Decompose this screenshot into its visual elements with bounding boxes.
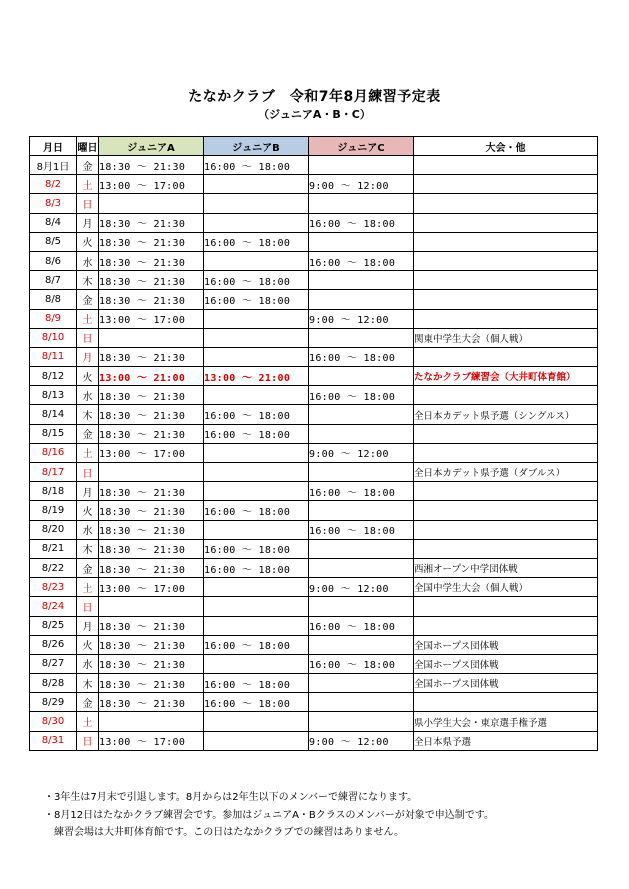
date-cell: 8/9 bbox=[30, 309, 77, 328]
weekday-cell: 金 bbox=[77, 424, 99, 443]
junior-a-cell bbox=[99, 597, 204, 616]
weekday-cell: 水 bbox=[77, 386, 99, 405]
table-row bbox=[30, 635, 598, 654]
date-cell: 8/22 bbox=[30, 558, 77, 577]
junior-c-cell bbox=[309, 328, 414, 347]
table-row bbox=[30, 674, 598, 693]
event-cell bbox=[414, 175, 598, 194]
weekday-cell: 金 bbox=[77, 156, 99, 175]
event-cell bbox=[414, 616, 598, 635]
table-row bbox=[30, 213, 598, 232]
weekday-cell: 月 bbox=[77, 482, 99, 501]
table-row bbox=[30, 175, 598, 194]
junior-a-cell: 18:30 ～ 21:30 bbox=[99, 251, 204, 270]
junior-a-cell: 13:00 ～ 17:00 bbox=[99, 443, 204, 462]
junior-a-cell: 18:30 ～ 21:30 bbox=[99, 693, 204, 712]
junior-c-cell bbox=[309, 232, 414, 251]
date-cell: 8/6 bbox=[30, 251, 77, 270]
event-cell bbox=[414, 309, 598, 328]
junior-b-cell: 16:00 ～ 18:00 bbox=[204, 405, 309, 424]
junior-b-cell bbox=[204, 520, 309, 539]
junior-c-cell bbox=[309, 635, 414, 654]
junior-b-cell bbox=[204, 482, 309, 501]
weekday-cell: 土 bbox=[77, 309, 99, 328]
weekday-cell: 日 bbox=[77, 731, 99, 750]
event-cell: 全国ホープス団体戦 bbox=[414, 674, 598, 693]
weekday-cell: 木 bbox=[77, 271, 99, 290]
weekday-cell: 水 bbox=[77, 251, 99, 270]
junior-b-cell bbox=[204, 578, 309, 597]
junior-c-cell: 16:00 ～ 18:00 bbox=[309, 654, 414, 673]
weekday-cell: 金 bbox=[77, 290, 99, 309]
table-row bbox=[30, 386, 598, 405]
date-cell: 8/10 bbox=[30, 328, 77, 347]
junior-a-cell: 13:00 ～ 17:00 bbox=[99, 175, 204, 194]
event-cell: 県小学生大会・東京選手権予選 bbox=[414, 712, 598, 731]
junior-c-cell bbox=[309, 194, 414, 213]
junior-c-cell bbox=[309, 597, 414, 616]
table-row bbox=[30, 616, 598, 635]
junior-b-cell bbox=[204, 443, 309, 462]
junior-b-cell: 16:00 ～ 18:00 bbox=[204, 635, 309, 654]
event-cell bbox=[414, 290, 598, 309]
date-cell: 8/11 bbox=[30, 347, 77, 366]
header-event: 大会・他 bbox=[414, 137, 598, 156]
junior-c-cell: 9:00 ～ 12:00 bbox=[309, 175, 414, 194]
weekday-cell: 火 bbox=[77, 367, 99, 386]
table-row bbox=[30, 693, 598, 712]
schedule-table bbox=[29, 136, 598, 751]
junior-c-cell bbox=[309, 271, 414, 290]
junior-a-cell: 13:00 ～ 17:00 bbox=[99, 578, 204, 597]
junior-a-cell bbox=[99, 328, 204, 347]
junior-c-cell bbox=[309, 367, 414, 386]
junior-c-cell: 16:00 ～ 18:00 bbox=[309, 251, 414, 270]
event-cell: 全日本カデット県予選（ダブルス） bbox=[414, 463, 598, 482]
junior-b-cell: 16:00 ～ 18:00 bbox=[204, 290, 309, 309]
date-cell: 8/16 bbox=[30, 443, 77, 462]
junior-a-cell: 13:00 ～ 17:00 bbox=[99, 731, 204, 750]
notes bbox=[44, 789, 494, 842]
event-cell bbox=[414, 271, 598, 290]
page-title: たなかクラブ 令和7年8月練習予定表 bbox=[188, 89, 441, 105]
weekday-cell: 木 bbox=[77, 539, 99, 558]
junior-c-cell bbox=[309, 501, 414, 520]
date-cell: 8/29 bbox=[30, 693, 77, 712]
event-cell bbox=[414, 156, 598, 175]
table-row bbox=[30, 328, 598, 347]
junior-c-cell: 16:00 ～ 18:00 bbox=[309, 213, 414, 232]
table-row bbox=[30, 539, 598, 558]
date-cell: 8/7 bbox=[30, 271, 77, 290]
junior-b-cell bbox=[204, 328, 309, 347]
table-row bbox=[30, 597, 598, 616]
weekday-cell: 火 bbox=[77, 635, 99, 654]
event-cell bbox=[414, 520, 598, 539]
weekday-cell: 木 bbox=[77, 674, 99, 693]
table-row bbox=[30, 424, 598, 443]
junior-b-cell: 16:00 ～ 18:00 bbox=[204, 539, 309, 558]
header-junior-a: ジュニアA bbox=[99, 137, 204, 156]
table-row bbox=[30, 443, 598, 462]
event-cell bbox=[414, 251, 598, 270]
weekday-cell: 土 bbox=[77, 712, 99, 731]
event-cell: 全日本県予選 bbox=[414, 731, 598, 750]
junior-a-cell: 18:30 ～ 21:30 bbox=[99, 347, 204, 366]
junior-a-cell: 18:30 ～ 21:30 bbox=[99, 635, 204, 654]
table-row bbox=[30, 347, 598, 366]
junior-a-cell: 18:30 ～ 21:30 bbox=[99, 616, 204, 635]
junior-a-cell: 18:30 ～ 21:30 bbox=[99, 271, 204, 290]
weekday-cell: 土 bbox=[77, 578, 99, 597]
event-cell bbox=[414, 232, 598, 251]
header-dow: 曜日 bbox=[77, 137, 99, 156]
junior-b-cell: 16:00 ～ 18:00 bbox=[204, 558, 309, 577]
date-cell: 8/18 bbox=[30, 482, 77, 501]
event-cell bbox=[414, 213, 598, 232]
date-cell: 8/24 bbox=[30, 597, 77, 616]
junior-b-cell: 16:00 ～ 18:00 bbox=[204, 674, 309, 693]
table-row bbox=[30, 463, 598, 482]
junior-c-cell bbox=[309, 712, 414, 731]
header-junior-b: ジュニアB bbox=[204, 137, 309, 156]
event-cell bbox=[414, 424, 598, 443]
junior-a-cell: 18:30 ～ 21:30 bbox=[99, 501, 204, 520]
date-cell: 8/25 bbox=[30, 616, 77, 635]
weekday-cell: 火 bbox=[77, 232, 99, 251]
junior-a-cell: 18:30 ～ 21:30 bbox=[99, 232, 204, 251]
date-cell: 8/14 bbox=[30, 405, 77, 424]
date-cell: 8/17 bbox=[30, 463, 77, 482]
junior-b-cell: 16:00 ～ 18:00 bbox=[204, 501, 309, 520]
weekday-cell: 月 bbox=[77, 213, 99, 232]
table-row bbox=[30, 520, 598, 539]
junior-b-cell: 16:00 ～ 18:00 bbox=[204, 156, 309, 175]
weekday-cell: 日 bbox=[77, 194, 99, 213]
junior-b-cell: 13:00 ～ 21:00 bbox=[204, 367, 309, 386]
junior-a-cell: 18:30 ～ 21:30 bbox=[99, 558, 204, 577]
junior-c-cell: 9:00 ～ 12:00 bbox=[309, 309, 414, 328]
weekday-cell: 日 bbox=[77, 597, 99, 616]
weekday-cell: 金 bbox=[77, 558, 99, 577]
date-cell: 8/4 bbox=[30, 213, 77, 232]
junior-b-cell: 16:00 ～ 18:00 bbox=[204, 232, 309, 251]
weekday-cell: 水 bbox=[77, 520, 99, 539]
table-row bbox=[30, 558, 598, 577]
event-cell bbox=[414, 693, 598, 712]
event-cell: 全国中学生大会（個人戦） bbox=[414, 578, 598, 597]
event-cell bbox=[414, 194, 598, 213]
date-cell: 8/20 bbox=[30, 520, 77, 539]
date-cell: 8/21 bbox=[30, 539, 77, 558]
weekday-cell: 水 bbox=[77, 654, 99, 673]
junior-c-cell: 16:00 ～ 18:00 bbox=[309, 520, 414, 539]
junior-b-cell bbox=[204, 463, 309, 482]
table-row bbox=[30, 194, 598, 213]
note-line: 練習会場は大井町体育館です。この日はたなかクラブでの練習はありません。 bbox=[44, 827, 405, 838]
junior-c-cell: 16:00 ～ 18:00 bbox=[309, 386, 414, 405]
table-row bbox=[30, 232, 598, 251]
junior-c-cell bbox=[309, 424, 414, 443]
event-cell bbox=[414, 386, 598, 405]
table-row bbox=[30, 290, 598, 309]
junior-b-cell: 16:00 ～ 18:00 bbox=[204, 271, 309, 290]
event-cell: 関東中学生大会（個人戦） bbox=[414, 328, 598, 347]
note-line: ・3年生は7月末で引退します。8月からは2年生以下のメンバーで練習になります。 bbox=[44, 792, 418, 803]
event-cell: たなかクラブ練習会（大井町体育館） bbox=[414, 367, 598, 386]
event-cell bbox=[414, 501, 598, 520]
date-cell: 8/8 bbox=[30, 290, 77, 309]
date-cell: 8/5 bbox=[30, 232, 77, 251]
weekday-cell: 日 bbox=[77, 328, 99, 347]
event-cell: 西湘オープン中学団体戦 bbox=[414, 558, 598, 577]
date-cell: 8/31 bbox=[30, 731, 77, 750]
junior-a-cell bbox=[99, 194, 204, 213]
date-cell: 8/23 bbox=[30, 578, 77, 597]
date-cell: 8/13 bbox=[30, 386, 77, 405]
junior-b-cell bbox=[204, 347, 309, 366]
junior-b-cell bbox=[204, 616, 309, 635]
junior-b-cell bbox=[204, 309, 309, 328]
junior-c-cell bbox=[309, 539, 414, 558]
junior-b-cell bbox=[204, 251, 309, 270]
junior-c-cell bbox=[309, 156, 414, 175]
event-cell bbox=[414, 347, 598, 366]
junior-a-cell: 18:30 ～ 21:30 bbox=[99, 654, 204, 673]
table-row bbox=[30, 156, 598, 175]
table-row bbox=[30, 251, 598, 270]
weekday-cell: 火 bbox=[77, 501, 99, 520]
junior-b-cell bbox=[204, 654, 309, 673]
table-row bbox=[30, 712, 598, 731]
weekday-cell: 金 bbox=[77, 693, 99, 712]
weekday-cell: 木 bbox=[77, 405, 99, 424]
header-date: 月日 bbox=[30, 137, 77, 156]
table-row bbox=[30, 367, 598, 386]
junior-a-cell bbox=[99, 463, 204, 482]
junior-a-cell: 18:30 ～ 21:30 bbox=[99, 539, 204, 558]
junior-c-cell bbox=[309, 405, 414, 424]
table-row bbox=[30, 731, 598, 750]
junior-b-cell: 16:00 ～ 18:00 bbox=[204, 424, 309, 443]
junior-b-cell bbox=[204, 386, 309, 405]
date-cell: 8/28 bbox=[30, 674, 77, 693]
table-header-row bbox=[30, 137, 598, 156]
junior-c-cell: 16:00 ～ 18:00 bbox=[309, 482, 414, 501]
junior-c-cell bbox=[309, 693, 414, 712]
junior-a-cell: 18:30 ～ 21:30 bbox=[99, 520, 204, 539]
page-subtitle: （ジュニアA・B・C） bbox=[258, 108, 371, 121]
date-cell: 8/15 bbox=[30, 424, 77, 443]
junior-b-cell bbox=[204, 175, 309, 194]
event-cell bbox=[414, 539, 598, 558]
event-cell bbox=[414, 597, 598, 616]
date-cell: 8/12 bbox=[30, 367, 77, 386]
event-cell: 全国ホープス団体戦 bbox=[414, 654, 598, 673]
junior-a-cell: 18:30 ～ 21:30 bbox=[99, 156, 204, 175]
table-row bbox=[30, 654, 598, 673]
junior-a-cell bbox=[99, 712, 204, 731]
table-row bbox=[30, 271, 598, 290]
weekday-cell: 日 bbox=[77, 463, 99, 482]
junior-b-cell bbox=[204, 597, 309, 616]
weekday-cell: 土 bbox=[77, 443, 99, 462]
event-cell bbox=[414, 443, 598, 462]
junior-c-cell bbox=[309, 463, 414, 482]
table-row bbox=[30, 405, 598, 424]
junior-a-cell: 18:30 ～ 21:30 bbox=[99, 386, 204, 405]
junior-a-cell: 18:30 ～ 21:30 bbox=[99, 424, 204, 443]
event-cell: 全日本カデット県予選（シングルス） bbox=[414, 405, 598, 424]
junior-c-cell: 9:00 ～ 12:00 bbox=[309, 443, 414, 462]
junior-c-cell bbox=[309, 674, 414, 693]
junior-a-cell: 13:00 ～ 17:00 bbox=[99, 309, 204, 328]
junior-a-cell: 18:30 ～ 21:30 bbox=[99, 482, 204, 501]
junior-b-cell bbox=[204, 194, 309, 213]
table-row bbox=[30, 309, 598, 328]
junior-a-cell: 13:00 ～ 21:00 bbox=[99, 367, 204, 386]
junior-a-cell: 18:30 ～ 21:30 bbox=[99, 213, 204, 232]
weekday-cell: 月 bbox=[77, 616, 99, 635]
date-cell: 8/2 bbox=[30, 175, 77, 194]
table-row bbox=[30, 578, 598, 597]
junior-b-cell: 16:00 ～ 18:00 bbox=[204, 693, 309, 712]
event-cell: 全国ホープス団体戦 bbox=[414, 635, 598, 654]
weekday-cell: 月 bbox=[77, 347, 99, 366]
junior-a-cell: 18:30 ～ 21:30 bbox=[99, 674, 204, 693]
date-cell: 8/3 bbox=[30, 194, 77, 213]
junior-c-cell: 9:00 ～ 12:00 bbox=[309, 578, 414, 597]
table-row bbox=[30, 501, 598, 520]
header-junior-c: ジュニアC bbox=[309, 137, 414, 156]
junior-b-cell bbox=[204, 712, 309, 731]
table-row bbox=[30, 482, 598, 501]
junior-c-cell bbox=[309, 290, 414, 309]
junior-a-cell: 18:30 ～ 21:30 bbox=[99, 405, 204, 424]
junior-c-cell: 9:00 ～ 12:00 bbox=[309, 731, 414, 750]
weekday-cell: 土 bbox=[77, 175, 99, 194]
schedule-body bbox=[30, 156, 598, 751]
junior-a-cell: 18:30 ～ 21:30 bbox=[99, 290, 204, 309]
date-cell: 8/30 bbox=[30, 712, 77, 731]
junior-b-cell bbox=[204, 213, 309, 232]
junior-c-cell: 16:00 ～ 18:00 bbox=[309, 347, 414, 366]
date-cell: 8/27 bbox=[30, 654, 77, 673]
date-cell: 8月1日 bbox=[30, 156, 77, 175]
junior-c-cell bbox=[309, 558, 414, 577]
date-cell: 8/19 bbox=[30, 501, 77, 520]
date-cell: 8/26 bbox=[30, 635, 77, 654]
event-cell bbox=[414, 482, 598, 501]
note-line: ・8月12日はたなかクラブ練習会です。参加はジュニアA・Bクラスのメンバーが対象で申込制です。 bbox=[44, 809, 494, 821]
junior-c-cell: 16:00 ～ 18:00 bbox=[309, 616, 414, 635]
junior-b-cell bbox=[204, 731, 309, 750]
